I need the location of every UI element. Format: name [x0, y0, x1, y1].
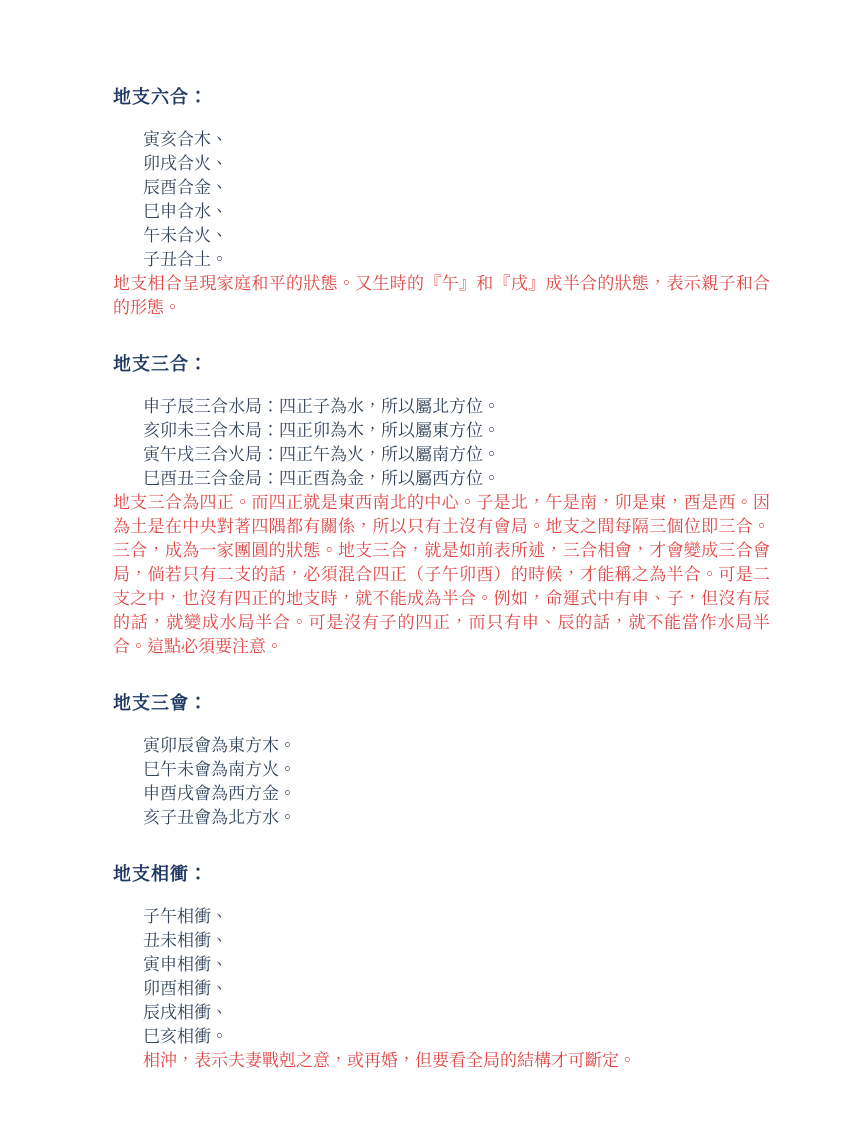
- section-liu-he: [113, 86, 770, 320]
- list-item: 寅卯辰會為東方木。: [143, 736, 296, 755]
- list-item: 子丑合土。: [143, 250, 228, 269]
- branch-list: [113, 905, 770, 1049]
- section-heading: 地支三會：: [113, 693, 208, 713]
- list-item: 巳申合水、: [143, 202, 228, 221]
- list-item: 卯戌合火、: [143, 154, 228, 173]
- list-item: 辰戌相衝、: [143, 1003, 228, 1022]
- branch-list: [113, 128, 770, 272]
- list-item: 寅申相衝、: [143, 955, 228, 974]
- list-item: 申子辰三合水局：四正子為水，所以屬北方位。: [143, 397, 500, 416]
- list-item: 巳酉丑三合金局：四正酉為金，所以屬西方位。: [143, 469, 500, 488]
- section-san-hui: [113, 692, 770, 830]
- list-item: 巳亥相衝。: [143, 1027, 228, 1046]
- branch-list: [113, 395, 770, 491]
- note-paragraph: 地支三合為四正。而四正就是東西南北的中心。子是北，午是南，卯是東，酉是西。因為土是在中央對著四隅都有關係，所以只有土沒有會局。地支之間每隔三個位即三合。三合，成為一家團圓的狀態。地支三合，就是如前表所述，三合相會，才會變成三合會局，倘若只有二支的話，必須混合四正（子午卯酉）的時候，才能稱之為半合。可是二支之中，也沒有四正的地支時，就不能成為半合。例如，命運式中有申、子，但沒有辰的話，就變成水局半合。可是沒有子的四正，而只有申、辰的話，就不能當作水局半合。這點必須要注意。: [113, 493, 770, 656]
- note-paragraph: 相沖，表示夫妻戰剋之意，或再婚，但要看全局的結構才可斷定。: [143, 1051, 636, 1070]
- section-heading: 地支相衝：: [113, 864, 208, 884]
- section-san-he: [113, 353, 770, 659]
- section-heading: 地支六合：: [113, 87, 208, 107]
- list-item: 辰酉合金、: [143, 178, 228, 197]
- list-item: 申酉戌會為西方金。: [143, 784, 296, 803]
- list-item: 子午相衝、: [143, 907, 228, 926]
- list-item: 寅午戌三合火局：四正午為火，所以屬南方位。: [143, 445, 500, 464]
- list-item: 亥子丑會為北方水。: [143, 808, 296, 827]
- note-paragraph: 地支相合呈現家庭和平的狀態。又生時的『午』和『戌』成半合的狀態，表示親子和合的形態。: [113, 274, 770, 317]
- branch-list: [113, 734, 770, 830]
- list-item: 寅亥合木、: [143, 130, 228, 149]
- list-item: 巳午未會為南方火。: [143, 760, 296, 779]
- list-item: 亥卯未三合木局：四正卯為木，所以屬東方位。: [143, 421, 500, 440]
- list-item: 卯酉相衝、: [143, 979, 228, 998]
- section-heading: 地支三合：: [113, 354, 208, 374]
- list-item: 丑未相衝、: [143, 931, 228, 950]
- list-item: 午未合火、: [143, 226, 228, 245]
- section-xiang-chong: [113, 863, 770, 1073]
